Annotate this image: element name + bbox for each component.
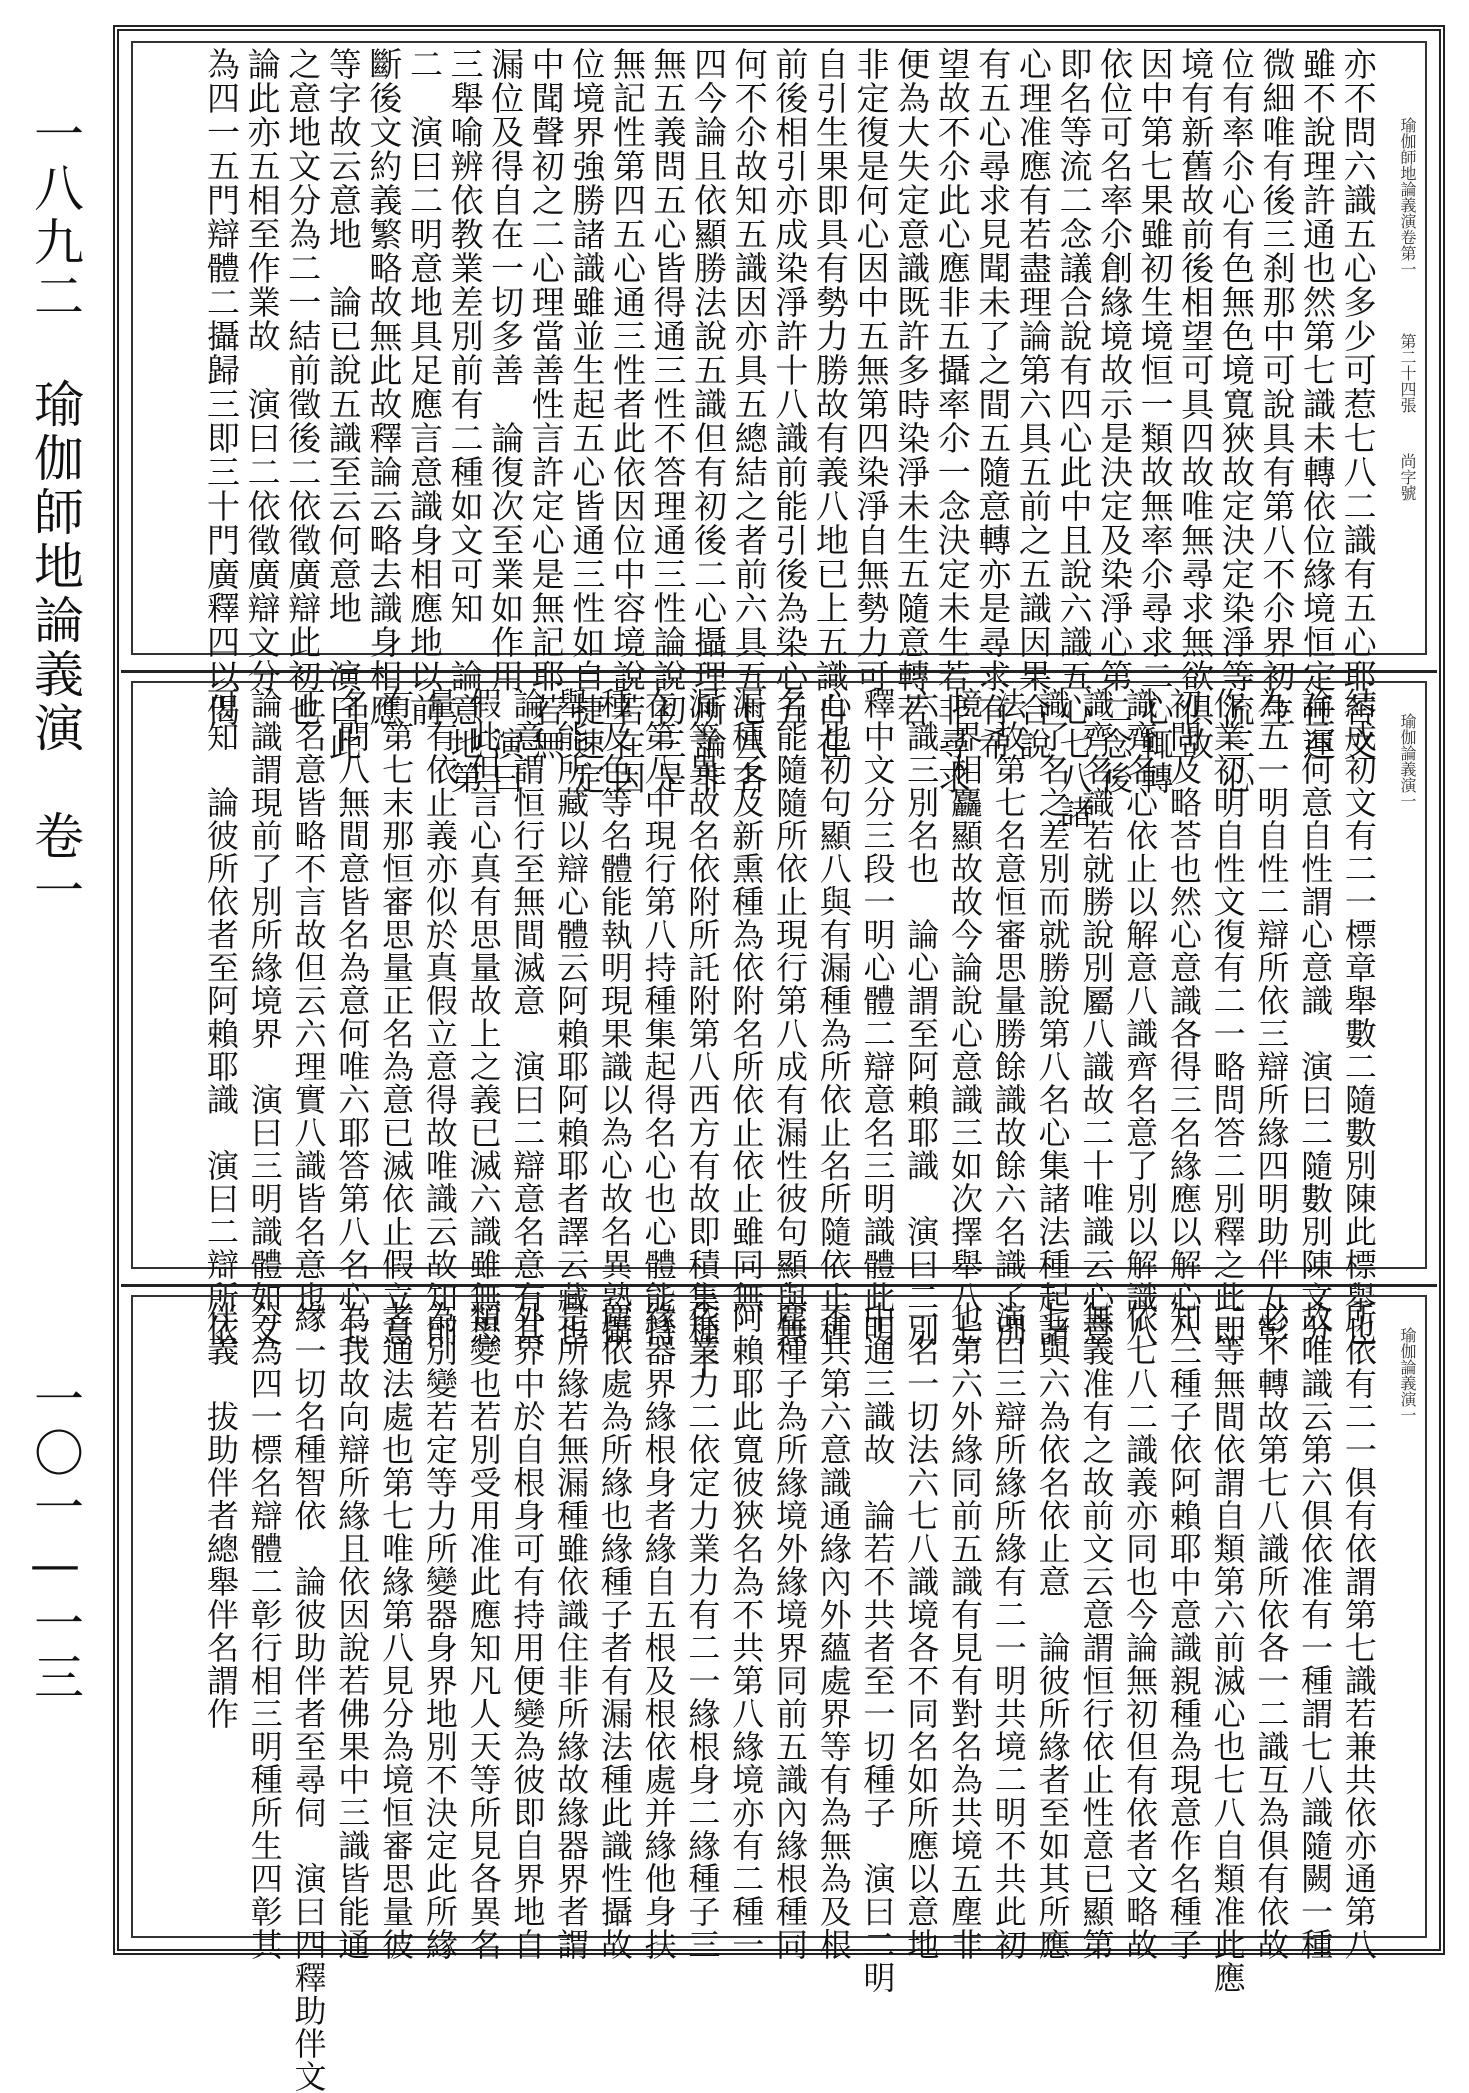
text-column: 雖不說理許通也然第七識未轉依位緣境恒定任運 (1298, 47, 1338, 761)
text-column: 亦不問六識五心多少可惹七八二識有五心耶荅文 (1338, 47, 1378, 761)
text-column: 必不轉故第七八識所依各一二識互為俱有依故 (1252, 1301, 1291, 1961)
text-column: 為五一明自性二辯所依三辯所緣四明助伴五彰 (1252, 687, 1291, 1347)
text-column: 境界相麤顯故故今論說心意識三如次擇舉八七 (946, 687, 985, 1347)
text-column: 名問八無間意皆名為意何唯六耶答第八名心七 (333, 687, 372, 1347)
text-column: 便為大失定意識既許多時染淨未生五隨意轉若 (892, 47, 932, 727)
panel-header-title: 瑜伽論義演一 (1398, 1327, 1417, 1423)
panel-header-sheet: 第二十四張 (1398, 333, 1417, 413)
text-column: 有第七末那恒審思量正名為意已滅依止假立意 (377, 687, 416, 1347)
text-column: 一名一切法六七八識境各不同名如所應以意地 (902, 1301, 941, 1961)
text-column: 演曰三辯所緣所緣有二一明共境二明不共此初 (989, 1301, 1028, 1961)
text-column: 中聞聲初之二心理當善性言許定心是無記耶若無 (526, 47, 566, 761)
text-column: 依位可名率尒創緣境故示是決定及染淨心第二念後 (1095, 47, 1135, 795)
text-column: 作業初明自性文復有二一略問答二別釋之此即 (1208, 687, 1247, 1347)
text-columns (202, 47, 1378, 829)
panel-header-char: 尚字號 (1398, 453, 1417, 501)
text-column: 境有新舊故前後相望可具四故唯無尋求無欲俱故 (1176, 47, 1216, 761)
text-column: 為四一五門辯體二攝歸三即三十門廣釋四以偈 (202, 47, 241, 727)
text-column: 種及色等名體能執明現果識以為心故名異熟攝 (595, 687, 634, 1347)
text-column: 識了名之差別而就勝說第八名心集諸法種起諸 (1033, 687, 1072, 1347)
text-column: 法故第七名意恒審思量勝餘識故餘六名識了別 (989, 687, 1028, 1347)
text-column: 七與六為依名依止意 論彼所緣者至如其所應 (1033, 1301, 1072, 1961)
text-column: 論此亦五相至作業故 演曰二依徵廣辯文分 (242, 47, 282, 693)
text-column: 何不尒故知五識因亦具五總結之者前六具五七八各 (729, 47, 769, 795)
text-column: 在第八中現行第八持種集起得名心也心體能持 (639, 687, 678, 1347)
text-column: 等字故云意地 論已說五識至云何意地 演曰此 (323, 47, 363, 761)
text-column: 量有依止義亦似於真假立意得故唯識云故知則 (420, 687, 459, 1347)
text-column: 位有率尒心有色無色境寬狹故定決定染淨等流三心 (1216, 47, 1256, 795)
text-column: 二等無間依謂自類第六前滅心也七八自類准此應 (1208, 1301, 1247, 1994)
book-title: 一八九二 瑜伽師地論義演 卷一 (26, 108, 84, 918)
text-column: 無義准有之故前文云意謂恒行依止性意已顯第 (1077, 1301, 1116, 1961)
text-column: 初問及略荅也然心意識各得三名緣應以解心八 (1164, 687, 1203, 1347)
text-panel-bottom (121, 1284, 1437, 2093)
text-column: 無五義問五心皆得通三性不答理通三性論說初三是 (648, 47, 688, 795)
text-column: 塵依處為所緣也緣種子者有漏法種此識性攝故 (595, 1301, 634, 1961)
text-column: 識齊名識若就勝說別屬八識故二十唯識云心意 (1077, 687, 1116, 1347)
text-column: 四今論且依顯勝法說五識但有初後二心攝理所論非 (689, 47, 729, 795)
text-columns (202, 1301, 1378, 2093)
text-column: 阿賴耶此寬彼狹名為不共第八緣境亦有二種一 (727, 1301, 766, 1961)
text-column: 論意謂恒行至無間滅意 演曰二辯意名意有其 (508, 687, 547, 1347)
text-column: 不共第六意識通緣內外蘊處界等有為無為及根 (814, 1301, 853, 1961)
text-column: 有五心尋求見聞未了之間五隨意轉亦是尋求有希 (973, 47, 1013, 761)
text-column: 釋中文分三段一明心體二辯意名三明識體此明 (858, 687, 897, 1347)
text-column: 依七八二識義亦同也今論無初但有依者文略故 (1121, 1301, 1160, 1961)
text-column: 位境界強勝諸識雖並生起五心皆通三性如自捷速定 (567, 47, 607, 795)
text-column: 無記性第四五心通三性者此依因位中容境說若在因 (607, 47, 647, 795)
text-column: 微細唯有後三刹那中可說具有第八不尒界初生 (1257, 47, 1297, 727)
text-column: 即名等流二念議合說有四心此中且說六識五心七八諸 (1054, 47, 1094, 829)
text-column: 為我故向辯所緣且依因說若佛果中三識皆能通 (333, 1301, 372, 1961)
text-column: 外界中於自根身可有持用便變為彼即自界地自 (508, 1301, 547, 1961)
text-column: 類變也若別受用准此應知凡人天等所見各異名 (464, 1301, 503, 1961)
text-columns (202, 687, 1378, 1380)
text-column: 知三種子依阿賴耶中意識親種為現意作名種子 (1164, 1301, 1203, 1961)
text-column: 緣器界緣根身者緣自五根及根依處并緣他身扶 (639, 1301, 678, 1961)
panel-header-title: 瑜伽論義演一 (1398, 713, 1417, 809)
text-column: 漏種子及新熏種為依附名所依止依止雖同無 (727, 687, 766, 1314)
text-column: 伴義 拔助伴者總舉伴名謂作 (202, 1301, 240, 1730)
text-column: 為別變若定等力所變器身界地別不決定此所緣 (420, 1301, 459, 1961)
text-column: 非定復是何心因中五無第四染淨自無勢力可 (851, 47, 891, 693)
text-column: 斷後文約義繁略故無此故釋論云略去識身相應 (364, 47, 404, 727)
text-column: 結成初文有二一標章舉數二隨數別陳此標舉也 (1339, 687, 1378, 1347)
text-column: 二 演曰二明意地具足應言意識身相應地以前 (404, 47, 444, 727)
text-column: 依業力二依定力業力有二一緣根身二緣種子三 (683, 1301, 722, 1961)
text-column: 望故不尒此心應非五攝率尒一念決定未生若非尋求 (932, 47, 972, 795)
text-panel-middle (121, 670, 1437, 1380)
text-column: 三舉喻辨依教業差別前有二種如文可知 論意地第 (445, 47, 485, 795)
text-column: 六識三別名也 論心謂至阿賴耶識 演曰二別 (902, 687, 941, 1347)
text-column: 前後相引亦成染淨許十八識前能引後為染心五 (770, 47, 810, 727)
text-column: 之意地文分為二一結前徵後二依徵廣辯此初也 (283, 47, 323, 727)
text-column: 是所緣若無漏種雖依識住非所緣故緣器界者謂 (552, 1301, 591, 1961)
text-column: 塵種子為所緣境外緣境界同前五識內緣根種同 (770, 1301, 809, 1961)
folio-number: 一〇一—一三 (26, 1373, 84, 1705)
text-column: 正名意皆略不言故但云六理實八識皆名意也 (289, 687, 328, 1314)
text-column: 因中第七果雖初生境恒一類故無率尒尋求二心輒轉 (1135, 47, 1175, 795)
text-column: 者通法處也第七唯緣第八見分為境恒審思量彼 (377, 1301, 416, 1961)
text-column: 漏等異故名依附所託附第八西方有故即積集種子 (683, 687, 722, 1380)
text-column: 論云何意自性謂心意識 演曰二隨數別陳文分 (1296, 687, 1335, 1347)
panel-header-title: 瑜伽師地論義演卷第一 (1398, 117, 1417, 277)
text-column: 自引生果即具有勢力勝故有義八地已上五識自在 (810, 47, 850, 761)
text-column: 心理准應有若盡理論第六具五前之五識因果合說 (1013, 47, 1053, 761)
text-column: 論識謂現前了別所緣境界 演曰三明識體如文 (245, 687, 284, 1347)
text-column: 名能隨隨所依止現行第八成有漏性彼句顯與無 (770, 687, 809, 1347)
text-column: 可知 論彼所依者至阿賴耶識 演曰二辯所依 (202, 687, 240, 1347)
text-column: 漏位及得自在一切多善 論復次至業如作用 演曰 (486, 47, 526, 795)
text-column: 緣一切名種智依 論彼助伴者至尋伺 演曰四釋助伴文 (289, 1301, 328, 2093)
page-margin (22, 108, 92, 1928)
text-column: 所依有二一俱有依謂第七識若兼共依亦通第八 (1339, 1301, 1378, 1961)
text-column: 故唯識云第六俱依准有一種謂七八識隨闕一種 (1296, 1301, 1335, 1961)
text-column: 分為四一標名辯體二彰行相三明種所生四彰其 (245, 1301, 284, 1961)
text-column: 中通三識故 論若不共者至一切種子 演曰二明 (858, 1301, 897, 1994)
text-column: 假此但言心真有思量故上之義已滅六識雖無思 (464, 687, 503, 1347)
text-column: 舉能所藏以辯心體云阿賴耶阿賴耶者譯云藏也 (552, 687, 591, 1347)
text-column: 識齊名心依止以解意八識齊名意了別以解識八 (1121, 687, 1160, 1347)
text-column: 也第六外緣同前五識有見有對名為共境五塵非 (946, 1301, 985, 1961)
text-column: 心也初句顯八與有漏種為所依止名所隨依止種 (814, 687, 853, 1347)
